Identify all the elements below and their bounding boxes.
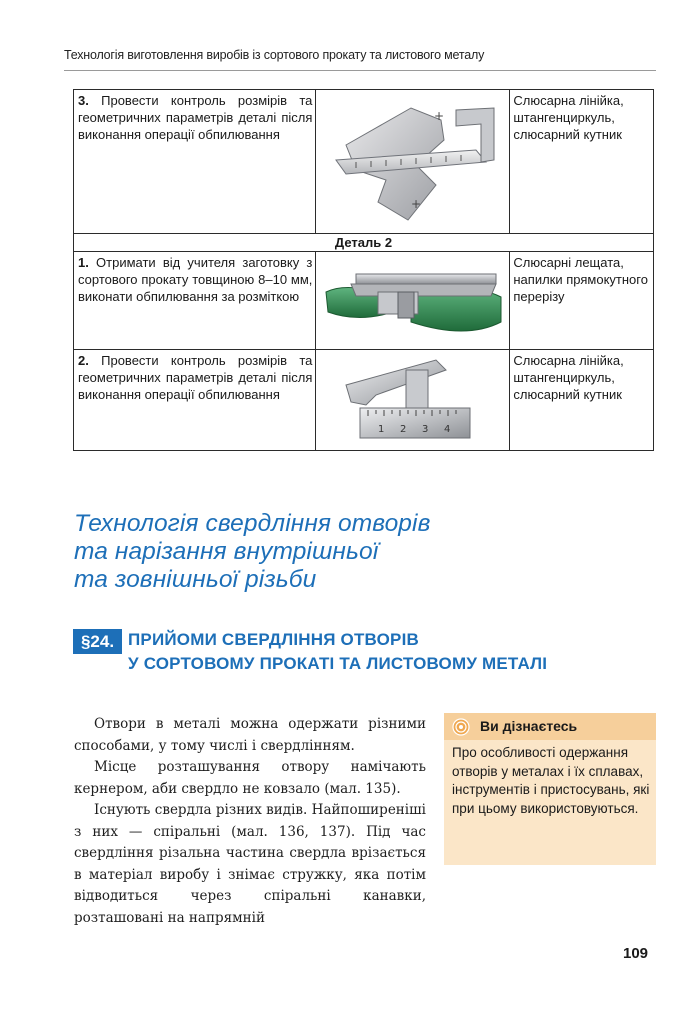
illustration-cell xyxy=(316,350,510,451)
ruler-tick-label: 3 xyxy=(422,424,429,435)
body-paragraph: Отвори в металі можна одержати різними способами, у тому числі і свердлінням. xyxy=(74,716,426,754)
operation-text xyxy=(74,252,315,305)
body-paragraph: Існують свердла різних видів. Найпоширеніші з них — спіральні (мал. 136, 137). Під час свердління різальна частина свердла врізається в матеріал виробу і знімає стружку, яка потім відводиться через спіральні канавки, розташовані на напрямній xyxy=(74,802,426,926)
paragraph-number-badge: §24. xyxy=(73,629,122,654)
illustration-cell xyxy=(316,90,510,234)
operation-description: Отримати від учителя заготовку з сортового прокату товщиною 8–10 мм, виконати обпилювання за розміткою xyxy=(78,255,313,304)
table-row xyxy=(74,90,654,234)
step-number: 3. xyxy=(78,93,89,108)
ruler-tick-label: 1 xyxy=(378,424,385,435)
illustration-cell xyxy=(316,252,510,350)
detail-heading: Деталь 2 xyxy=(74,234,654,252)
operation-text xyxy=(74,350,315,403)
running-header: Технологія виготовлення виробів із сортового прокату та листового металу xyxy=(64,48,485,62)
tools-text: Слюсарні лещата, напилки прямокутного перерізу xyxy=(513,255,648,304)
learn-box-label: Ви дізнаєтесь xyxy=(480,718,578,734)
header-divider xyxy=(64,70,656,71)
table-row xyxy=(74,350,654,451)
operation-description: Провести контроль розмірів та геометричних параметрів деталі після виконання операції обпилювання xyxy=(78,93,313,142)
caliper-icon xyxy=(316,350,509,450)
operations-table xyxy=(73,89,654,451)
learn-box-header xyxy=(444,713,656,740)
tools-text: Слюсарна лінійка, штангенциркуль, слюсарний кутник xyxy=(513,93,624,142)
ruler-tick-label: 4 xyxy=(444,424,451,435)
ruler-tick-label: 2 xyxy=(400,424,407,435)
table-row xyxy=(74,252,654,350)
part-with-ruler-icon xyxy=(316,90,509,233)
target-icon xyxy=(452,718,470,736)
operation-description: Провести контроль розмірів та геометричних параметрів деталі після виконання операції обпилювання xyxy=(78,353,313,402)
vise-icon xyxy=(316,252,509,349)
svg-text:+: + xyxy=(434,109,445,123)
learn-box xyxy=(444,713,656,865)
learn-box-text: Про особливості одержання отворів у металах і їх сплавах, інструментів і пристосувань, які при цьому використовуються. xyxy=(452,745,650,816)
paragraph-title: ПРИЙОМИ СВЕРДЛІННЯ ОТВОРІВ У СОРТОВОМУ ПРОКАТІ ТА ЛИСТОВОМУ МЕТАЛІ xyxy=(128,630,548,673)
tools-text: Слюсарна лінійка, штангенциркуль, слюсарний кутник xyxy=(513,353,624,402)
step-number: 1. xyxy=(78,255,89,270)
body-text xyxy=(74,714,426,929)
step-number: 2. xyxy=(78,353,89,368)
section-title: Технологія свердління отворів та нарізання внутрішньої та зовнішньої різьби xyxy=(74,510,431,593)
table-row xyxy=(74,234,654,252)
operation-text xyxy=(74,90,315,143)
body-paragraph: Місце розташування отвору намічають кернером, аби свердло не ковзало (мал. 135). xyxy=(74,759,426,797)
svg-text:+: + xyxy=(411,197,422,211)
page-number: 109 xyxy=(623,945,649,962)
